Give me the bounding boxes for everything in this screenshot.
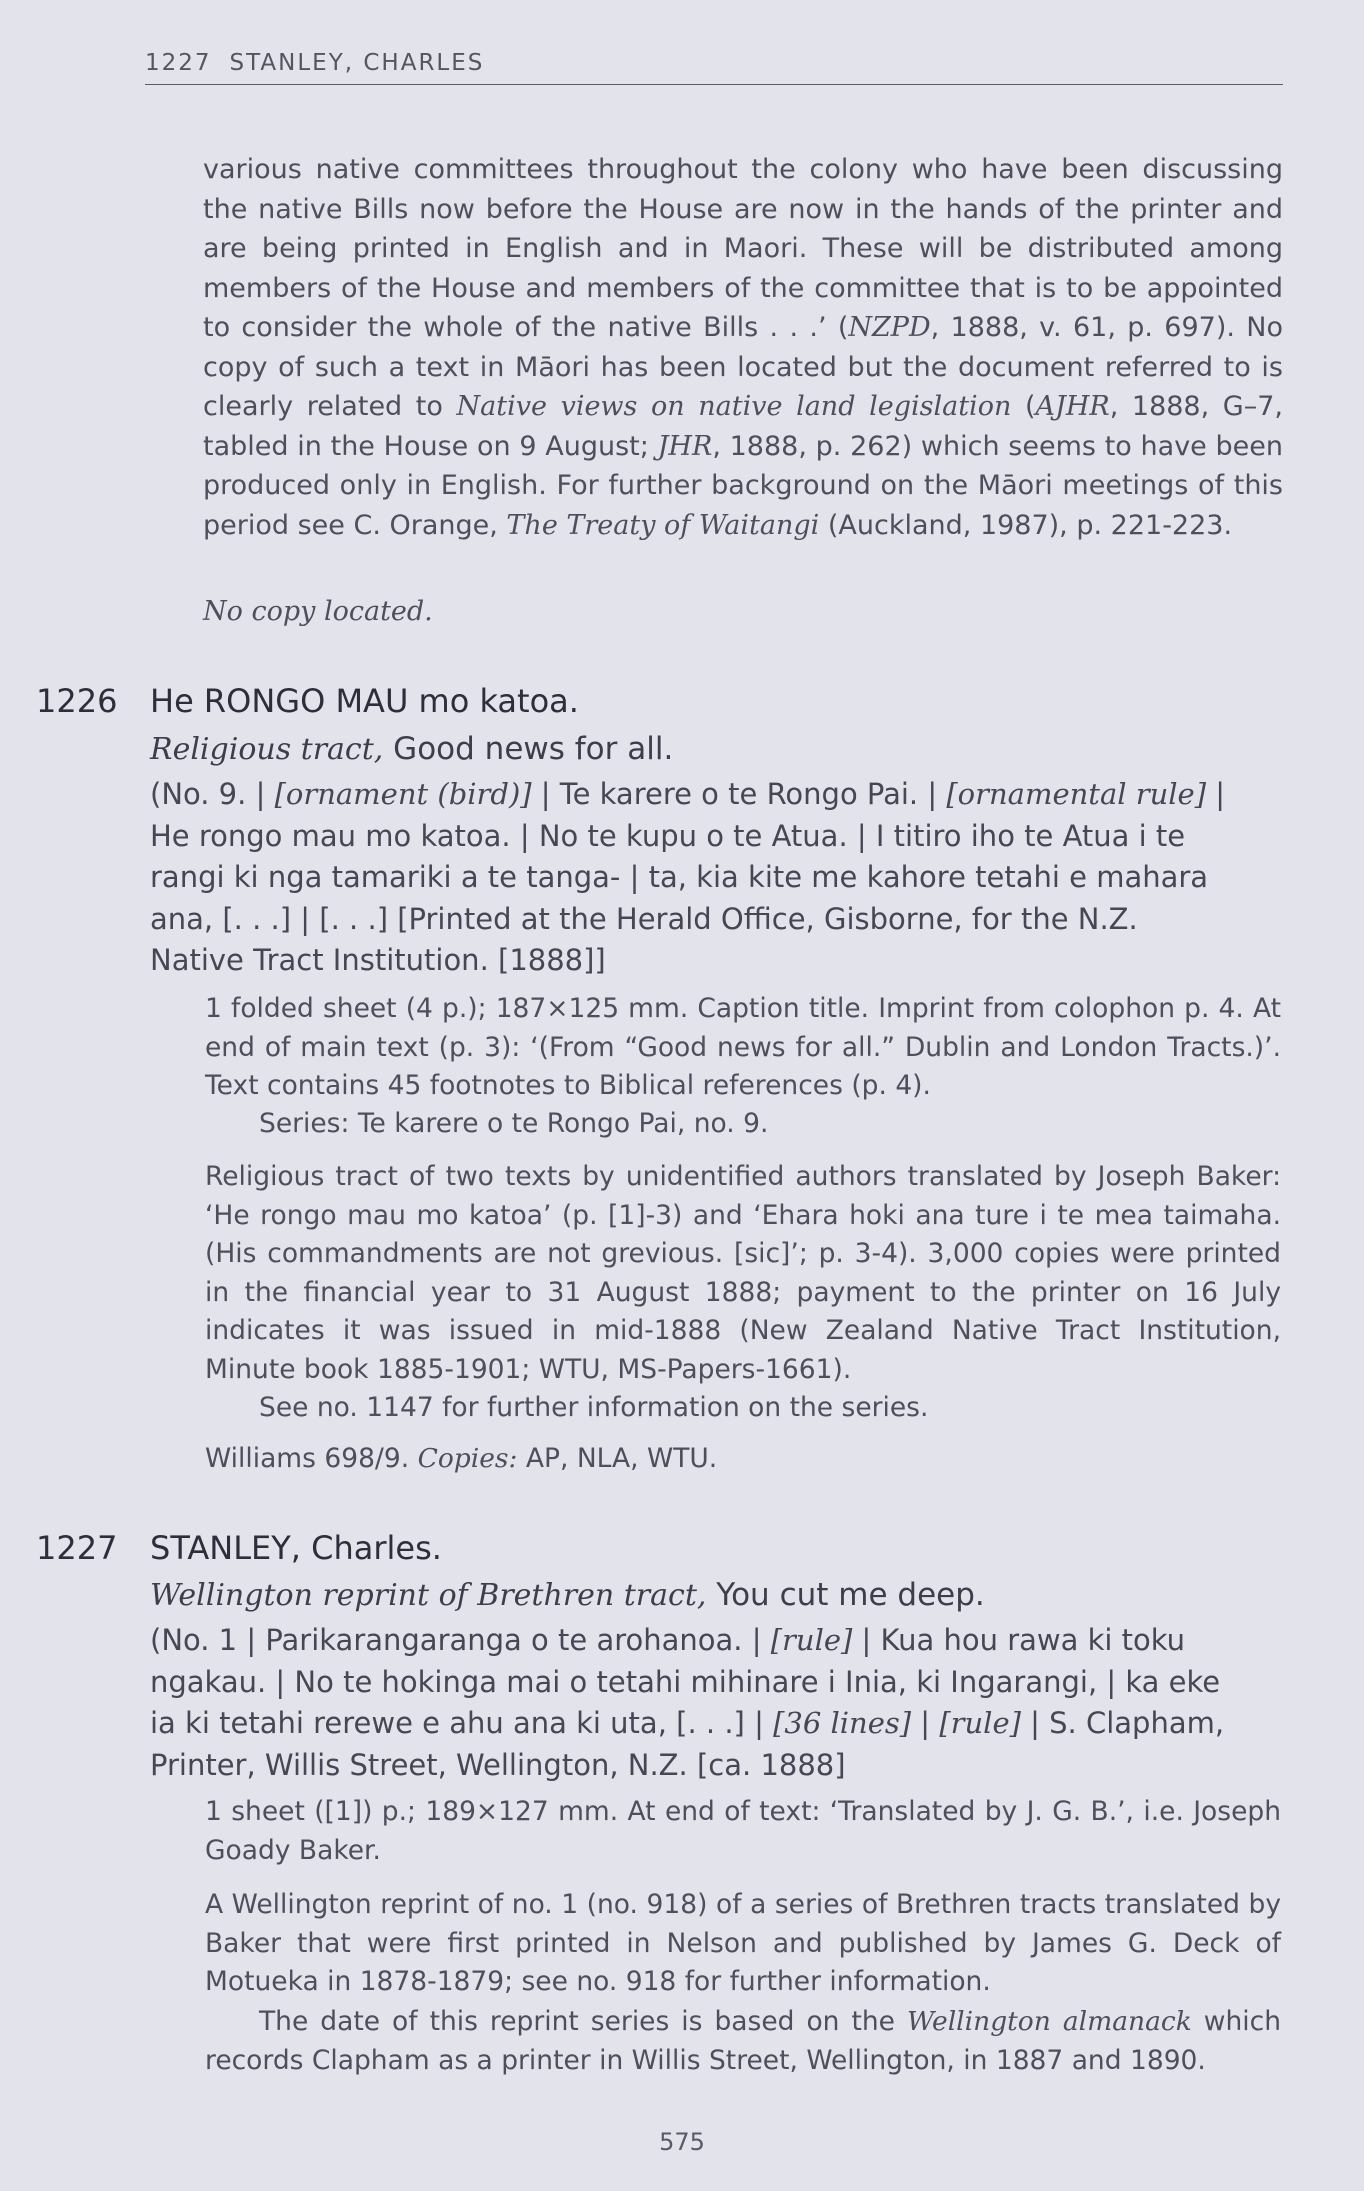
physical-description-1227: 1 sheet ([1]) p.; 189×127 mm. At end of text: ‘Translated by J. G. B.’, i.e. Joseph Goady Baker. [205, 1796, 1281, 1866]
title-transcription-1226: (No. 9. | [ornament (bird)] | Te karere o te Rongo Pai. | [ornamental rule] | He rongo mau mo katoa. | No te kupu o te Atua. | I titiro iho te Atua i te rangi ki nga tamariki a te tanga- | ta, kia kite me kahore tetahi e mahara ana, [. . .] | [. . .] [Printed at the Herald Office, Gisborne, for the N.Z. Native Tract Institution. [1888]] [150, 777, 1226, 977]
physical-description-1226: 1 folded sheet (4 p.); 187×125 mm. Caption title. Imprint from colophon p. 4. At end of main text (p. 3): ‘(From “Good news for all.” Dublin and London Tracts.)’. Text contains 45 footnotes to Biblical references (p. 4). [205, 993, 1281, 1101]
entry-number-1226: 1226 [36, 682, 118, 720]
title-treaty: The Treaty of Waitangi [506, 509, 820, 541]
no-copy-located-note: No copy located. [203, 596, 433, 627]
header-running-title: STANLEY, CHARLES [229, 50, 485, 76]
descriptive-note-1227: A Wellington reprint of no. 1 (no. 918) of a series of Brethren tracts translated by Baker that were first printed in Nelson and published by James G. Deck of Motueka in 1878-1879; see no. 918 for further information. [205, 1889, 1281, 1997]
copies-line-1226: Williams 698/9. Copies: AP, NLA, WTU. [205, 1443, 718, 1474]
continued-note-paragraph: various native committees throughout the colony who have been discussing the native Bills now before the House are now in the hands of the printer and are being printed in English and in Maori. These will be distributed among members of the House and members of the committee that is to be appointed to consider the whole of the native Bills . . .’ (NZPD, 1888, v. 61, p. 697). No copy of such a text in Māori has been located but the document referred to is clearly related to Native views on native land legislation (AJHR, 1888, G–7, tabled in the House on 9 August; JHR, 1888, p. 262) which seems to have been produced only in English. For further background on the Māori meetings of this period see C. Orange, The Treaty of Waitangi (Auckland, 1987), p. 221-223. [203, 154, 1284, 541]
page-number: 575 [659, 2128, 705, 2156]
series-note-1226: Series: Te karere o te Rongo Pai, no. 9. [259, 1108, 769, 1139]
see-also-note-1226: See no. 1147 for further information on the series. [259, 1392, 929, 1423]
header-entry-number: 1227 [145, 50, 212, 76]
entry-subtitle-1226: Religious tract, Good news for all. [150, 731, 674, 767]
source-jhr: JHR [657, 430, 713, 462]
entry-heading-1227: STANLEY, Charles. [150, 1529, 442, 1567]
source-ajhr: AJHR [1035, 391, 1110, 422]
running-header [145, 50, 1283, 85]
source-nzpd: NZPD [848, 312, 931, 343]
date-note-1227: The date of this reprint series is based on the Wellington almanack which records Clapham as a printer in Willis Street, Wellington, in 1887 and 1890. [205, 2006, 1281, 2076]
entry-heading-1226: He RONGO MAU mo katoa. [150, 682, 579, 720]
title-native-views: Native views on native land legislation [456, 391, 1012, 422]
descriptive-note-1226: Religious tract of two texts by unidentified authors translated by Joseph Baker: ‘He rongo mau mo katoa’ (p. [1]-3) and ‘Ehara hoki ana ture i te mea taimaha. (His commandments are not grevious. [sic]’; p. 3-4). 3,000 copies were printed in the financial year to 31 August 1888; payment to the printer on 16 July indicates it was issued in mid-1888 (New Zealand Native Tract Institution, Minute book 1885-1901; WTU, MS-Papers-1661). [205, 1161, 1281, 1385]
title-transcription-1227: (No. 1 | Parikarangaranga o te arohanoa. | [rule] | Kua hou rawa ki toku ngakau. | No te hokinga mai o tetahi mihinare i Inia, ki Ingarangi, | ka eke ia ki tetahi rerewe e ahu ana ki uta, [. . .] | [36 lines] | [rule] | S. Clapham, Printer, Willis Street, Wellington, N.Z. [ca. 1888] [150, 1623, 1225, 1782]
entry-subtitle-1227: Wellington reprint of Brethren tract, You cut me deep. [150, 1577, 985, 1613]
entry-number-1227: 1227 [36, 1529, 118, 1567]
